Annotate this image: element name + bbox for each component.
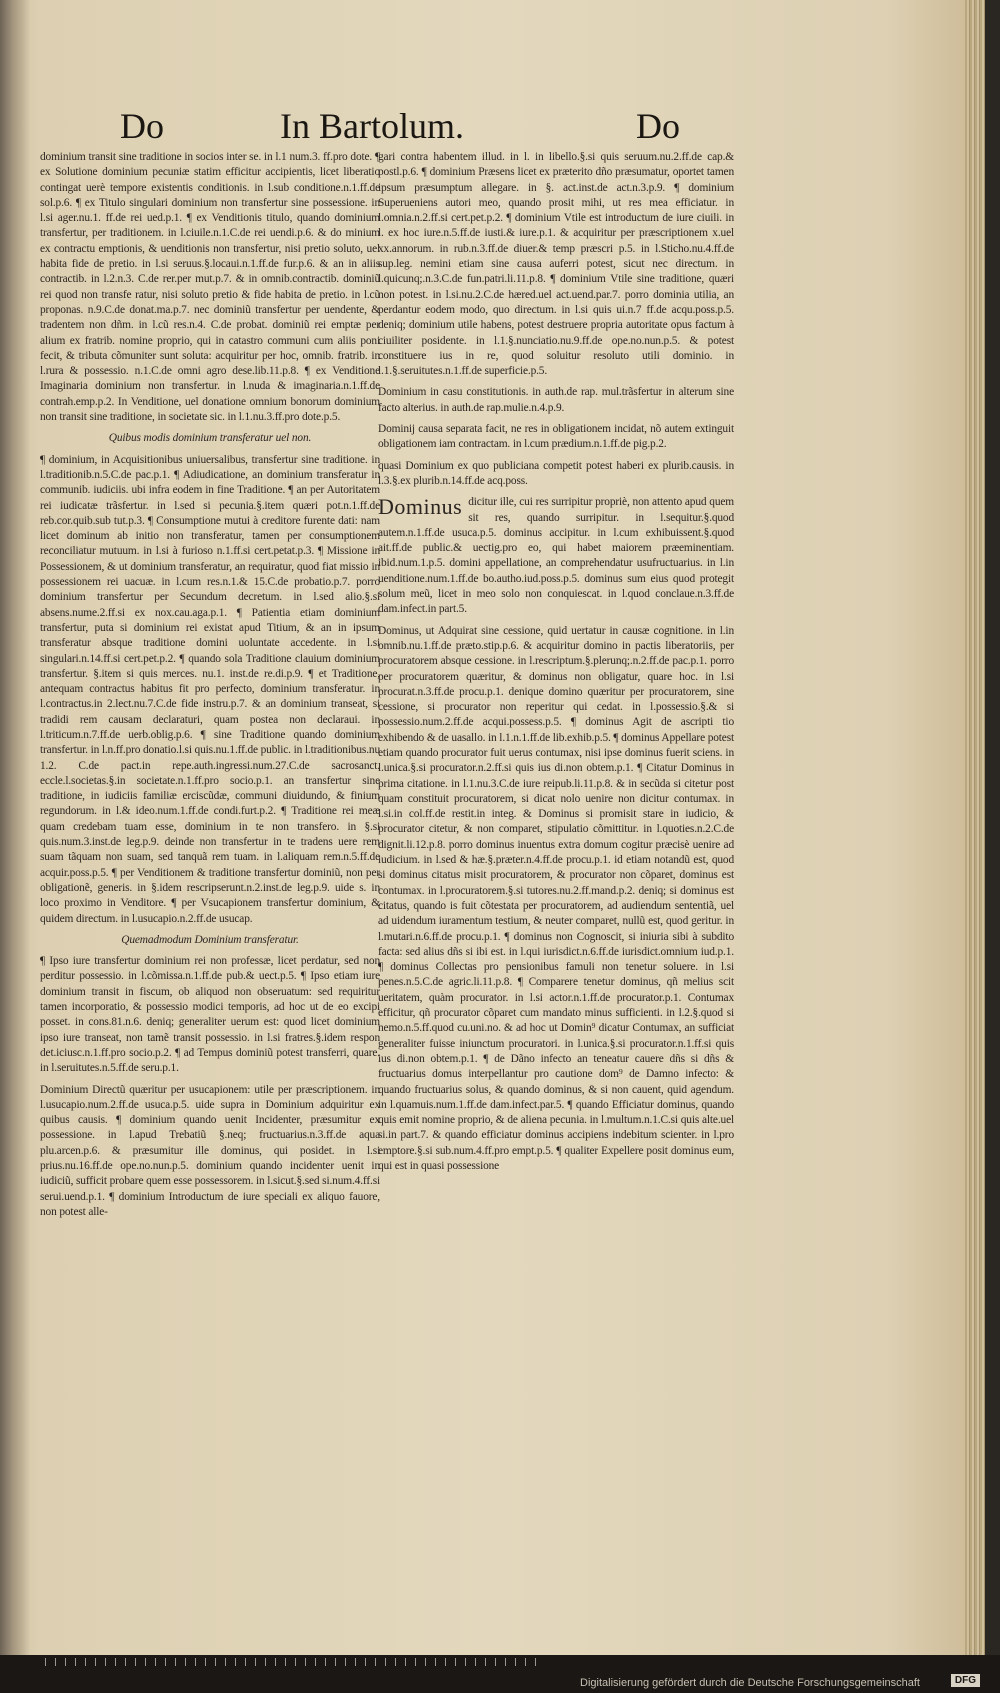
left-column <box>40 150 380 1226</box>
dfg-logo: DFG <box>951 1674 980 1687</box>
paragraph: ¶ Ipso iure transfertur dominium rei non professæ, licet perdatur, sed non perditur possessio. in l.cõmissa.n.1.ff.de pub.& uect.p.5. ¶ Ipso etiam iure dominium transit in fiscum, ob aliquod non obseruatum: sed requiritur tamen incorporatio, & possessio modici temporis, ad hoc ut de eo excipi posset. in cons.81.n.6. deniq; generaliter uerum est: quod licet dominium ipso iure transeat, non tamẽ transit possessio. in l.si fratres.§.idem respon det.iciusc.n.1.ff.pro socio.p.2. ¶ ad Tempus dominiũ potest transferri, quare. in l.seruitutes.n.5.ff.de seru.p.1. <box>40 955 380 1075</box>
dominus-entry <box>378 495 734 617</box>
paragraph: Dominium in casu constitutionis. in auth.de rap. mul.trãsfertur in alterum sine facto alterius. in auth.de rap.mulie.n.4.p.9. <box>378 386 734 414</box>
section-subhead: Quemadmodum Dominium transferatur. <box>121 933 299 946</box>
running-head-right: Do <box>636 106 680 146</box>
paragraph: Dominus, ut Adquirat sine cessione, quid uertatur in causæ cognitione. in l.in omnib.nu.1.ff.de præto.stip.p.6. & acquiritur domino in pactis liberatoriis, per procuratorem absque cessione. in l.rescriptum.§.plerunq;.n.2.ff.de pac.p.1. porro per procuratorem quæritur, & dominus non obligatur, quare hoc. in l.si procurat.n.3.ff.de procu.p.1. denique domino quæritur per procuratorem, sine cessione, si procurator non reperitur qui cedat. in l.possessio.§.& si possessio.num.2.ff.de acqui.possess.p.5. ¶ dominus Agit de ascripti tio exhibendo & de uasallo. in l.1.n.1.ff.de lib.exhib.p.5. ¶ dominus Appellare potest etiam quando procurator fuit uerus contumax, nisi ipse dominus fuerit sciens. in l.unica.§.si procurator.n.2.ff.si quis ius di.non obtem.p.1. ¶ Citatur Dominus in prima citatione. in l.1.nu.3.C.de iure reipub.li.11.p.8. & in secũda si citetur post quam constituit procuratorem, si dicat nolo uenire non dicitur contumax. in l.si.in col.ff.de restit.in integ. & Dominus si promisit stare in iudicio, & procurator citetur, & non comparet, stipulatio cõmittitur. in l.quoties.n.2.C.de dignit.li.12.p.8. porro dominus inuentus extra domum cogitur præcisè uenire ad iudicium. in l.sed & hæ.§.præter.n.4.ff.de procu.p.1. id etiam notandũ est, quod si dominus citatus misit procuratorem, & procurator non cõparet, dominus est contumax. in l.procuratorem.§.si tutores.nu.2.ff.mand.p.2. deniq; si dominus est citatus, quando is fuit cõtestata per procuratorem, ad audiendum sententiã, uel ad uidendum iuramentum testium, & neuter comparet, nullũ est, quod geritur. in l.mutari.n.6.ff.de procu.p.1. ¶ dominus non Cognoscit, si iniuria sibi à subdito facta: sed alius dñs si ibi est. in l.qui iurisdict.n.6.ff.de iurisdict.omnium iud.p.1. ¶ dominus Collectas pro pensionibus famuli non tenetur soluere. in l.si penes.n.5.C.de agric.li.11.p.8. ¶ Comparere tenetur dominus, qñ melius scit ueritatem, quàm procurator. in l.si actor.n.1.ff.de procurator.p.1. Contumax efficitur, qñ procurator cõparet cum mandato minus sufficienti. in l.2.§.quod si nemo.n.5.ff.quod cu.uni.no. & ad hoc ut Domin⁹ dicatur Contumax, an sufficiat generaliter fuisse iniunctum procuratori. in l.unica.§.si procurator.n.1.ff.si quis ius di.non obtem.p.1. ¶ de Dãno infecto an teneatur cauere dñs si dñs & fructuarius domus interpellantur pro cautione dom⁹ de Damno infecto: & quando fructuarius solus, & quando dominus, & si non cauent, quid agendum. in l.quamuis.num.1.ff.de dam.infect.par.5. ¶ quando Efficiatur dominus, quando quis emit nomine proprio, & de aliena pecunia. in l.multum.n.1.C.si quis alte.uel si.in part.7. & quando efficiatur dominus accipiens indebitum scienter. in l.pro emptore.§.si sub.num.4.ff.pro empt.p.5. ¶ qualiter Expellere posit dominus eum, qui est in quasi possessione <box>378 624 734 1172</box>
paragraph: ¶ dominium, in Acquisitionibus uniuersalibus, transfertur sine traditione. in l.traditionib.n.5.C.de pac.p.1. ¶ Adiudicatione, an dominium transferatur in communib. iudiciis. ubi infra eodem in fine Traditione. ¶ an per Autoritatem rei iudicatæ trãsfertur. in l.sed si pecunia.§.item quæri pot.n.1.ff.de reb.cor.quib.sub tut.p.3. ¶ Consumptione mutui à creditore furente dati: nam licet dominum ab initio non transferatur, tamen per consumptionem reconciliatur mutuum. in l.si à furioso n.1.ff.si cert.petat.p.3. ¶ Missione in Possessionem, & ut dominium transferatur, an requiratur, quod fiat missio in possessionem rei uacuæ. in l.cum res.n.1.& 15.C.de probatio.p.7. porro dominium transfertur per Secundum decretum. in l.sed alio.§.si absens.nume.2.ff.si ex nox.cau.aga.p.1. ¶ Patientia etiam dominium transfertur, puta si dominium rei existat apud Titium, & an in ipsum transferatur absque traditione domini uoluntate accedente. in l.si singulari.n.14.ff.si cert.pet.p.2. ¶ quando sola Traditione clauium dominium transfertur. §.item si quis merces. nu.1. inst.de re.di.p.9. ¶ et Traditione, antequam contractus habitus fit pro perfecto, dominium transferatur. in l.contractus.in 2.lect.nu.7.C.de fide instru.p.7. & an dominium transeat, si tradidi rem causam declaraturi, quam postea non declaraui. in l.triticum.n.7.ff.de uerb.oblig.p.6. ¶ sine Traditione quando dominium transfertur. in l.n.ff.pro donatio.l.si quis.nu.1.ff.de public. in l.traditionibus.nu 1.2. C.de pact.in repe.auth.ingressi.num.27.C.de sacrosanct. eccle.l.societas.§.in societate.n.1.ff.pro socio.p.1. an transfertur sine traditione, in iudiciis familiæ erciscũdæ, communi diuidundo, & finium regundorum. in l.& ideo.num.1.ff.de condi.furt.p.2. ¶ Traditione rei meæ quam credebam tuam esse, dominium in te non transfero. in §.si quis.num.3.inst.de leg.p.9. deinde non transfertur in te tradens uere rem suam tãquam non suam, sed tanquã rem tuam. in l.aliquam rem.n.5.ff.de acquir.poss.p.5. ¶ per Venditionem & traditione transfertur dominiũ, non per obligationẽ, generis. in §.idem rescripserunt.n.2.inst.de leg.p.9. uide s. in loco proximo in Venditore. ¶ per Vsucapionem transfertur dominium, & quidem directum. in l.usucapio.n.2.ff.de usucap. <box>40 453 380 925</box>
footer-credit: Digitalisierung gefördert durch die Deutsche Forschungsgemeinschaft <box>580 1677 920 1689</box>
right-column <box>378 150 734 1180</box>
paragraph: gari contra habentem illud. in l. in libello.§.si quis seruum.nu.2.ff.de cap.& postl.p.6. ¶ dominium Præsens licet ex præterito dño præsumatur, oportet tamen ipsum præsumptum allegare. in §. act.inst.de act.n.3.p.9. ¶ dominium Superueniens autori meo, quando prosit mihi, ut res mea efficiatur. in l.omnia.n.2.ff.si cert.pet.p.2. ¶ dominium Vtile est introductum de iure ciuili. in l. ex hoc iure.n.5.ff.de iusti.& iure.p.1. & acquiritur per præscriptionem x.uel xx.annorum. in rub.n.3.ff.de diuer.& temp præscri p.5. in l.Sticho.nu.4.ff.de sup.leg. nemini etiam sine causa auferri potest, sicut nec directum. in l.quicunq;.n.3.C.de fun.patri.li.11.p.8. ¶ dominium Vtile sine traditione, quæri non potest. in l.si.nu.2.C.de hæred.uel act.uend.par.7. porro dominia utilia, an perdantur eodem modo, quo directum. in l.si quis ui.n.7 ff.de acqu.poss.p.5. deniq; dominium utile habens, potest destruere propria autoritate opus factum à ciuiliter posidente. in l.1.§.nunciatio.nu.9.ff.de ope.no.nun.p.5. & potest constituere ius in re, quod soluitur resoluto utili dominio. in l.1.§.seruitutes.n.1.ff.de superficie.p.5. <box>378 151 734 378</box>
page-edge <box>965 0 985 1655</box>
entry-heading: Dominus <box>378 494 463 520</box>
paragraph: Dominij causa separata facit, ne res in obligationem incidat, nõ autem extinguit obligationem iam contractam. in l.cum prædium.n.1.ff.de pig.p.2. <box>378 423 734 451</box>
section-subhead: Quibus modis dominium transferatur uel non. <box>108 432 312 445</box>
paragraph: Dominium Directũ quæritur per usucapionem: utile per præscriptionem. in l.usucapio.num.2.ff.de usuca.p.5. uide supra in Dominium adquiritur ex quibus causis. ¶ dominium quando uenit Incidenter, præsumitur ex possessione. in l.apud Trebatiũ §.neq; fructuarius.n.3.ff.de aqua plu.arcen.p.6. & præsumitur ille dominus, qui posidet. in l.si prius.nu.16.ff.de ope.no.nun.p.5. dominium quando incidenter uenit in iudiciũ, sufficit probare quem esse possessorem. in l.sicut.§.sed si.num.4.ff.si serui.uend.p.1. ¶ dominium Introductum de iure speciali ex aliquo fauore, non potest alle- <box>40 1083 380 1218</box>
paragraph: dominium transit sine traditione in socios inter se. in l.1 num.3. ff.pro dote. ¶ ex Solutione dominium pecuniæ statim efficitur accipientis, licet liberatio contingat uerè tempore existentis conditionis. in l.sub conditione.n.1.ff.de sol.p.6. ¶ ex Titulo singulari dominium non transfertur sine possessione. in l.si ager.nu.1. ff.de rei ued.p.1. ¶ ex Venditionis titulo, quando dominium transfertur, per traditionem. in l.ciuile.n.1.C.de rei uendi.p.6. & do minium ex contractu emptionis, & uenditionis non transfertur, nisi pretio soluto, uel habita fide de pretio. in l.si seruus.§.locaui.n.1.ff.de fur.p.6. & an in aliis contractib. in l.2.n.3. C.de rer.per mut.p.7. & in omnib.contractib. dominiũ rei quod non transfe ratur, nisi soluto pretio & fide habita de pretio. in l.cũ proponas. n.9.C.de donat.ma.p.7. nec dominiũ transfertur per uendente, & tradentem non dñm. in l.cũ res.n.4. C.de probat. dominiũ rei emptæ per alium ex fratrib. nomine proprio, qui in catastro communi cum aliis poni fecit, & tributa cõmuniter sunt soluta: acquiritur per hoc, omnib. fratrib. in l.rura & possessio. n.1.C.de omni agro dese.lib.11.p.8. ¶ ex Venditione Imaginaria dominium non transfertur. in l.nuda & imaginaria.n.1.ff.de contrah.emp.p.2. In Venditione, uel donatione omnium bonorum dominium non transit sine traditione, in societate sic. in l.1.nu.3.ff.pro dote.p.5. <box>40 151 380 424</box>
scale-ruler <box>45 1658 545 1666</box>
paragraph: dicitur ille, cui res surripitur propriè, non attento apud quem sit res, quando surripitur. in l.sequitur.§.quod autem.n.1.ff.de usuca.p.5. dominus accipitur. in l.cum exhibuissent.§.quod ait.ff.de public.& uectig.pro eo, qui habet maiorem præeminentiam. ibid.num.1.p.5. domini appellatione, an comprehendatur usufructuarius. in l.in uenditione.num.1.ff.de bo.autho.iud.poss.p.5. dominus sum eius quod protegit solum meũ, licet in meo solo non conquiescat. in l.quod conclaue.n.3.ff.de dam.infect.in part.5. <box>378 496 734 616</box>
running-head-left: Do <box>120 106 164 146</box>
running-head-title: In Bartolum. <box>280 106 464 146</box>
running-head <box>120 105 680 145</box>
paragraph: quasi Dominium ex quo publiciana competit potest haberi ex plurib.causis. in l.3.§.ex plurib.n.14.ff.de acq.poss. <box>378 459 734 487</box>
